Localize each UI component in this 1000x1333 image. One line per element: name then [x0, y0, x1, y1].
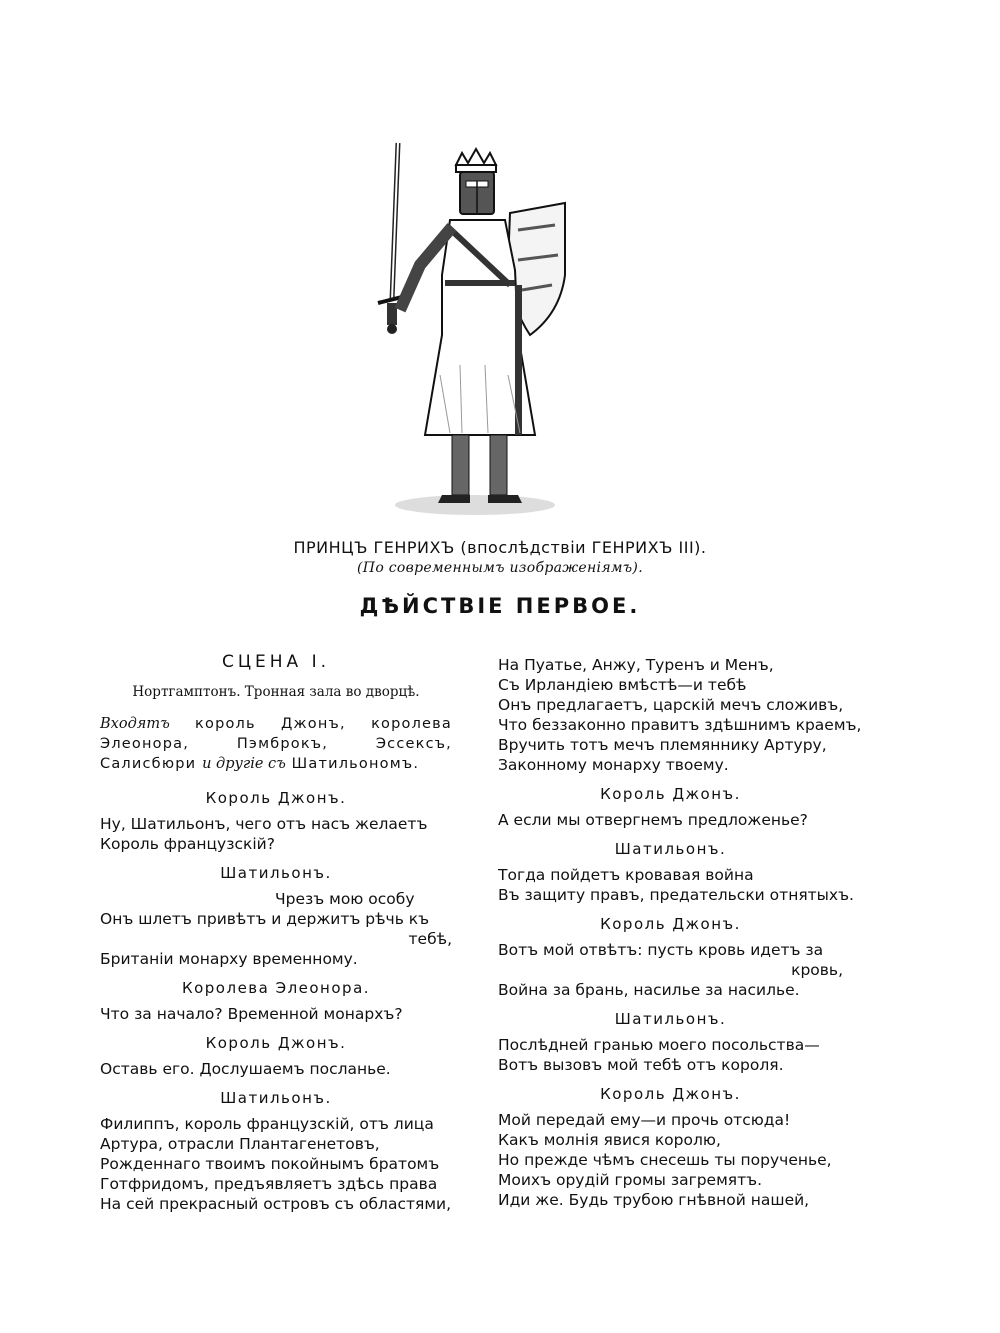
verse-line: Что беззаконно правитъ здѣшнимъ краемъ, [498, 716, 862, 734]
speaker: Шатильонъ. [614, 1010, 727, 1028]
verse-line: Законному монарху твоему. [498, 756, 729, 774]
verse-line: Что за начало? Временной монархъ? [100, 1005, 403, 1023]
verse-line: Король французскій? [100, 835, 275, 853]
caption-title: ПРИНЦЪ ГЕНРИХЪ (впослѣдствіи ГЕНРИХЪ III). [293, 538, 707, 557]
verse-line: кровь, [791, 961, 843, 979]
verse-line: Чрезъ мою особу [275, 890, 415, 908]
speaker: Шатильонъ. [220, 864, 332, 882]
caption-subtitle: (По современнымъ изображеніямъ). [357, 560, 643, 576]
stage-text-1: король Джонъ, королева Элеонора, Пэмброкъ, Эссексъ, Салисбюри [100, 716, 452, 772]
verse-line: Съ Ирландіею вмѣстѣ—и тебѣ [498, 676, 747, 694]
scene-location: Нортгамптонъ. Тронная зала во дворцѣ. [132, 684, 420, 700]
verse-line: Вотъ вызовъ мой тебѣ отъ короля. [498, 1056, 784, 1074]
speaker: Королева Элеонора. [181, 979, 371, 997]
stage-text-2: Шатильономъ. [285, 756, 420, 772]
verse-line: Онъ предлагаетъ, царскій мечъ сложивъ, [498, 696, 844, 714]
speaker: Шатильонъ. [220, 1089, 332, 1107]
verse-line: Послѣдней гранью моего посольства— [498, 1036, 820, 1054]
verse-line: На Пуатье, Анжу, Туренъ и Менъ, [498, 656, 774, 674]
stage-direction [100, 714, 452, 774]
verse-line: Война за брань, насилье за насилье. [498, 981, 800, 999]
scene-heading: СЦЕНА I. [221, 652, 331, 672]
verse-line: Онъ шлетъ привѣтъ и держитъ рѣчь къ [100, 910, 430, 928]
speaker: Шатильонъ. [614, 840, 727, 858]
verse-line: А если мы отвергнемъ предложенье? [498, 811, 808, 829]
speaker: Король Джонъ. [205, 1034, 347, 1052]
verse-line: Моихъ орудій громы загремятъ. [498, 1171, 763, 1189]
verse-line: Вручить тотъ мечъ племяннику Артуру, [498, 736, 827, 754]
left-column [100, 652, 452, 1214]
verse-line: Вотъ мой отвѣтъ: пусть кровь идетъ за [498, 941, 824, 959]
verse-line: Какъ молнія явися королю, [498, 1131, 721, 1149]
verse-line: Ну, Шатильонъ, чего отъ насъ желаетъ [100, 815, 428, 833]
verse-line: тебѣ, [408, 930, 452, 948]
speaker: Король Джонъ. [600, 785, 741, 803]
verse-line: Готфридомъ, предъявляетъ здѣсь права [100, 1175, 438, 1193]
verse-line: Артура, отрасли Плантагенетовъ, [100, 1135, 380, 1153]
verse-line: Тогда пойдетъ кровавая война [498, 866, 754, 884]
verse-line: Иди же. Будь трубою гнѣвной нашей, [498, 1191, 810, 1209]
knight-illustration [370, 135, 600, 520]
speaker: Король Джонъ. [600, 915, 741, 933]
verse-line: Рожденнаго твоимъ покойнымъ братомъ [100, 1155, 440, 1173]
verse-line: Оставь его. Дослушаемъ посланье. [100, 1060, 391, 1078]
right-column [498, 655, 862, 1210]
verse-line: Филиппъ, король французскій, отъ лица [100, 1115, 434, 1133]
verse-line: На сей прекрасный островъ съ областями, [100, 1195, 452, 1213]
act-title: ДѢЙСТВІЕ ПЕРВОЕ. [359, 594, 641, 618]
stage-italic-2: и другіе съ [202, 756, 286, 772]
verse-line: Британіи монарху временному. [100, 950, 358, 968]
stage-italic-1: Входятъ [100, 716, 170, 732]
verse-line: Въ защиту правъ, предательски отнятыхъ. [498, 886, 854, 904]
speaker: Король Джонъ. [600, 1085, 741, 1103]
verse-line: Но прежде чѣмъ снесешь ты порученье, [498, 1151, 832, 1169]
speaker: Король Джонъ. [205, 789, 347, 807]
verse-line: Мой передай ему—и прочь отсюда! [498, 1111, 791, 1129]
